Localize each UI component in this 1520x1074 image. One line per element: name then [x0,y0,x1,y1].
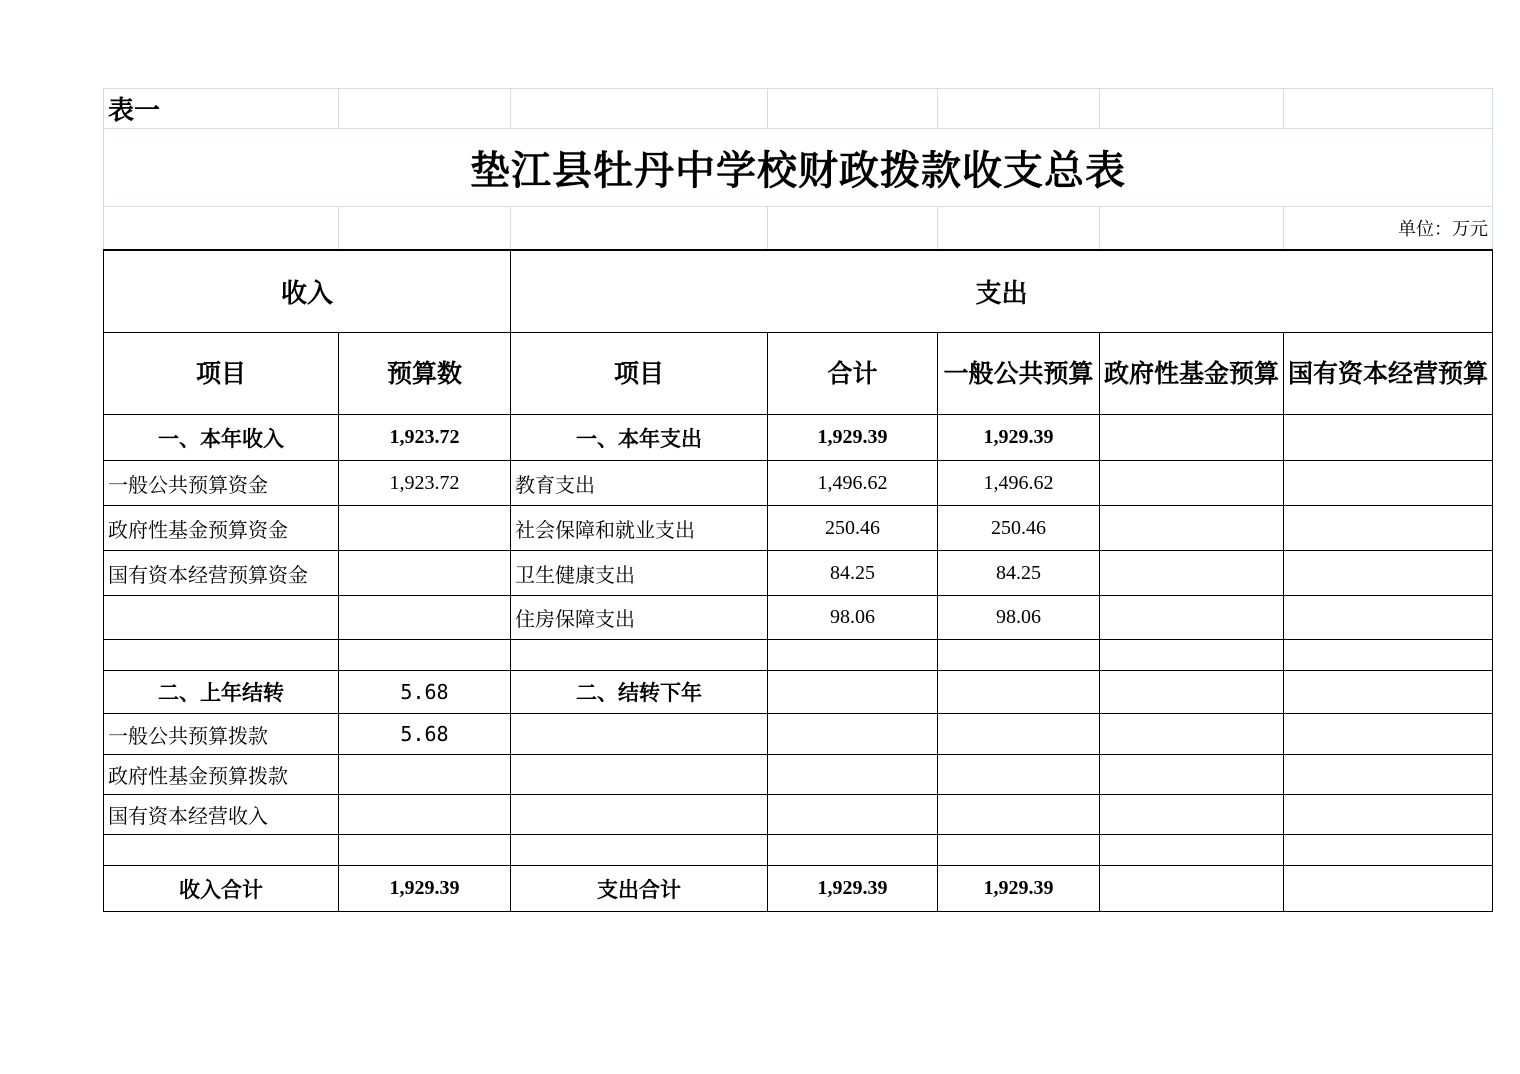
state-capital-value [1284,671,1493,714]
income-item [104,596,339,640]
income-item: 一般公共预算资金 [104,461,339,506]
income-item: 一、本年收入 [104,415,339,461]
general-public-value: 98.06 [938,596,1100,640]
title-row [104,129,1493,207]
table-row [104,506,1493,551]
expense-item [511,755,768,795]
expense-item: 一、本年支出 [511,415,768,461]
gov-fund-value [1100,415,1284,461]
table-row [104,795,1493,835]
general-public-value [938,795,1100,835]
total-value [768,714,938,755]
blank-cell [768,207,938,250]
expense-item: 社会保障和就业支出 [511,506,768,551]
col-income-item: 项目 [104,333,339,415]
income-budget [339,795,511,835]
income-item: 一般公共预算拨款 [104,714,339,755]
state-capital-value [1284,835,1493,866]
table-row [104,640,1493,671]
income-budget: 1,923.72 [339,415,511,461]
col-expense-item: 项目 [511,333,768,415]
gov-fund-value [1100,795,1284,835]
blank-cell [104,207,339,250]
expense-total-label: 支出合计 [511,866,768,912]
general-public-value: 1,929.39 [938,415,1100,461]
table-row [104,551,1493,596]
total-value: 250.46 [768,506,938,551]
blank-cell [511,207,768,250]
state-capital-value [1284,506,1493,551]
income-budget [339,640,511,671]
general-public-value [938,714,1100,755]
income-total-label: 收入合计 [104,866,339,912]
table-row [104,755,1493,795]
blank-cell [1284,89,1493,129]
state-capital-value [1284,461,1493,506]
state-capital-value [1284,714,1493,755]
total-value [768,640,938,671]
tag-row [104,89,1493,129]
income-budget [339,596,511,640]
income-item [104,835,339,866]
income-item: 二、上年结转 [104,671,339,714]
expense-item [511,640,768,671]
table-row [104,461,1493,506]
table-row [104,415,1493,461]
income-budget [339,755,511,795]
income-budget [339,506,511,551]
state-capital-value [1284,415,1493,461]
blank-cell [339,89,511,129]
total-value [768,835,938,866]
expense-item: 教育支出 [511,461,768,506]
expense-item: 卫生健康支出 [511,551,768,596]
gov-fund-value [1100,461,1284,506]
total-value: 1,929.39 [768,415,938,461]
data-body [104,250,1493,912]
gov-fund-value [1100,640,1284,671]
income-item: 政府性基金预算拨款 [104,755,339,795]
income-section-header: 收入 [104,250,511,333]
total-value: 1,496.62 [768,461,938,506]
general-public-value [938,835,1100,866]
gov-fund-value [1100,551,1284,596]
unit-row [104,207,1493,250]
expense-total-value: 1,929.39 [768,866,938,912]
total-value [768,755,938,795]
totals-row [104,866,1493,912]
blank-cell [938,89,1100,129]
state-capital-value [1284,596,1493,640]
income-budget [339,835,511,866]
gov-fund-total-value [1100,866,1284,912]
total-value [768,671,938,714]
table-row [104,671,1493,714]
general-public-value: 250.46 [938,506,1100,551]
expense-item [511,795,768,835]
unit-label: 单位：万元 [1284,207,1493,250]
income-budget: 5.68 [339,714,511,755]
col-income-budget: 预算数 [339,333,511,415]
blank-cell [511,89,768,129]
total-value: 98.06 [768,596,938,640]
income-budget [339,551,511,596]
expense-item [511,714,768,755]
income-item: 国有资本经营收入 [104,795,339,835]
total-value: 84.25 [768,551,938,596]
col-total: 合计 [768,333,938,415]
gov-fund-value [1100,835,1284,866]
income-budget: 5.68 [339,671,511,714]
state-capital-value [1284,795,1493,835]
general-public-value [938,671,1100,714]
expense-item: 二、结转下年 [511,671,768,714]
section-header-row [104,250,1493,333]
column-header-row [104,333,1493,415]
gov-fund-value [1100,506,1284,551]
table-row [104,596,1493,640]
col-gov-fund: 政府性基金预算 [1100,333,1284,415]
blank-cell [938,207,1100,250]
general-public-value [938,755,1100,795]
income-budget: 1,923.72 [339,461,511,506]
general-public-total-value: 1,929.39 [938,866,1100,912]
total-value [768,795,938,835]
table-row [104,835,1493,866]
state-capital-value [1284,755,1493,795]
gov-fund-value [1100,671,1284,714]
expense-section-header: 支出 [511,250,1493,333]
blank-cell [1100,207,1284,250]
general-public-value: 1,496.62 [938,461,1100,506]
col-general-public: 一般公共预算 [938,333,1100,415]
gov-fund-value [1100,755,1284,795]
income-item: 政府性基金预算资金 [104,506,339,551]
blank-cell [339,207,511,250]
page-title: 垫江县牡丹中学校财政拨款收支总表 [104,129,1493,207]
general-public-value [938,640,1100,671]
state-capital-value [1284,640,1493,671]
table-tag: 表一 [104,89,339,129]
state-capital-total-value [1284,866,1493,912]
fiscal-summary-table [103,88,1493,912]
income-item [104,640,339,671]
blank-cell [768,89,938,129]
table-row [104,714,1493,755]
gov-fund-value [1100,596,1284,640]
income-total-value: 1,929.39 [339,866,511,912]
col-state-capital: 国有资本经营预算 [1284,333,1493,415]
state-capital-value [1284,551,1493,596]
general-public-value: 84.25 [938,551,1100,596]
income-item: 国有资本经营预算资金 [104,551,339,596]
blank-cell [1100,89,1284,129]
gov-fund-value [1100,714,1284,755]
expense-item: 住房保障支出 [511,596,768,640]
expense-item [511,835,768,866]
